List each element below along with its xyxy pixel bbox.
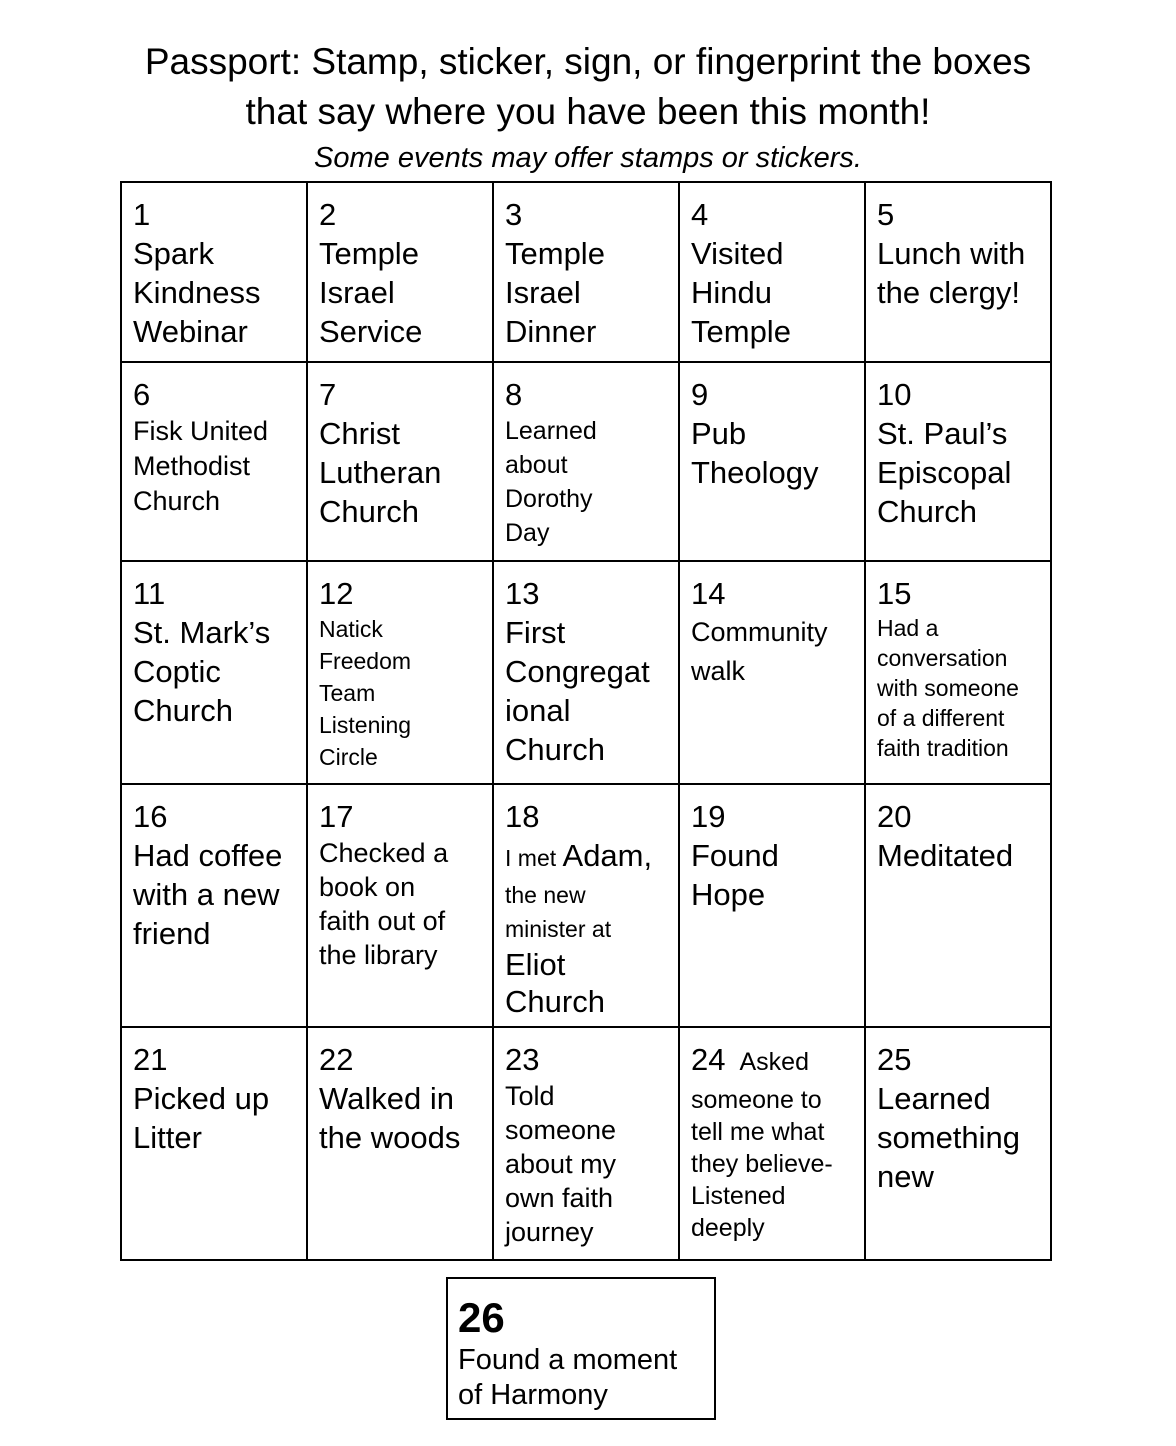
passport-box-17[interactable]	[307, 784, 493, 1027]
box-label: St. Mark’s Coptic Church	[133, 615, 271, 728]
box-label: Checked a book on faith out of the library	[319, 838, 449, 970]
passport-box-8[interactable]	[493, 362, 679, 561]
box-label	[505, 836, 668, 1020]
box-number: 24	[691, 1042, 726, 1077]
passport-box-1[interactable]	[121, 182, 307, 362]
box-label: Christ Lutheran Church	[319, 416, 442, 529]
box-label: Pub Theology	[691, 416, 819, 490]
box-label: Walked in the woods	[319, 1081, 461, 1155]
passport-box-6[interactable]	[121, 362, 307, 561]
page-subtitle: Some events may offer stamps or stickers.	[314, 142, 862, 174]
box-number: 3	[505, 197, 523, 232]
passport-box-3[interactable]	[493, 182, 679, 362]
box-label: St. Paul’s Episcopal Church	[877, 416, 1012, 529]
box-label-prefix: I met	[505, 845, 563, 871]
passport-box-13[interactable]	[493, 561, 679, 784]
passport-box-11[interactable]	[121, 561, 307, 784]
box-label: Found a moment of Harmony	[458, 1344, 678, 1411]
grid-row	[121, 1027, 1051, 1260]
box-number: 12	[319, 576, 354, 611]
grid-row	[121, 784, 1051, 1027]
box-number: 8	[505, 377, 523, 412]
box-label-middle: the new minister at	[505, 882, 612, 942]
box-label: Found Hope	[691, 838, 779, 912]
passport-box-19[interactable]	[679, 784, 865, 1027]
box-number: 6	[133, 377, 151, 412]
box-number: 20	[877, 799, 912, 834]
box-label: Community walk	[691, 617, 828, 686]
passport-box-25[interactable]	[865, 1027, 1051, 1260]
box-number: 5	[877, 197, 895, 232]
box-label: Temple Israel Service	[319, 236, 423, 349]
box-number: 1	[133, 197, 151, 232]
passport-box-12[interactable]	[307, 561, 493, 784]
box-number: 26	[458, 1294, 505, 1341]
box-label: First Congregat ional Church	[505, 615, 650, 767]
box-number: 10	[877, 377, 912, 412]
box-number: 2	[319, 197, 337, 232]
passport-box-20[interactable]	[865, 784, 1051, 1027]
page-title-line-1: Passport: Stamp, sticker, sign, or fingerprint the boxes	[144, 41, 1032, 82]
box-label: Learned something new	[877, 1081, 1021, 1194]
page-title-line-2: that say where you have been this month!	[245, 91, 931, 132]
passport-box-10[interactable]	[865, 362, 1051, 561]
box-label: Picked up Litter	[133, 1081, 270, 1155]
box-number: 15	[877, 576, 912, 611]
box-number: 17	[319, 799, 354, 834]
box-label: Visited Hindu Temple	[691, 236, 791, 349]
passport-box-24[interactable]	[679, 1027, 865, 1260]
box-number: 19	[691, 799, 726, 834]
box-number: 7	[319, 377, 337, 412]
passport-box-21[interactable]	[121, 1027, 307, 1260]
box-number: 23	[505, 1042, 540, 1077]
grid-row	[121, 182, 1051, 362]
passport-box-15[interactable]	[865, 561, 1051, 784]
box-label: Had a conversation with someone of a different faith tradition	[877, 615, 1019, 761]
box-label: Meditated	[877, 838, 1014, 873]
passport-box-23[interactable]	[493, 1027, 679, 1260]
box-number: 25	[877, 1042, 912, 1077]
box-label: Had coffee with a new friend	[133, 838, 283, 951]
passport-box-22[interactable]	[307, 1027, 493, 1260]
box-number: 21	[133, 1042, 168, 1077]
box-label: Told someone about my own faith journey	[505, 1081, 617, 1247]
box-label: someone to tell me what they believe- Listened deeply	[691, 1086, 833, 1242]
box-number: 11	[133, 576, 166, 611]
box-number: 9	[691, 377, 709, 412]
box-number: 16	[133, 799, 168, 834]
box-label: Spark Kindness Webinar	[133, 236, 261, 349]
passport-box-18[interactable]	[493, 784, 679, 1027]
box-number: 18	[505, 799, 540, 834]
box-label-suffix: Eliot Church	[505, 947, 605, 1019]
grid-row	[121, 362, 1051, 561]
passport-box-16[interactable]	[121, 784, 307, 1027]
box-number-row	[691, 1040, 854, 1090]
passport-box-4[interactable]	[679, 182, 865, 362]
passport-box-5[interactable]	[865, 182, 1051, 362]
box-label: Temple Israel Dinner	[505, 236, 605, 349]
box-number: 4	[691, 197, 709, 232]
box-number: 13	[505, 576, 540, 611]
grid-row	[121, 561, 1051, 784]
box-label-first-word: Asked	[739, 1048, 809, 1076]
box-label: Fisk United Methodist Church	[133, 416, 269, 516]
box-label: Lunch with the clergy!	[877, 236, 1026, 310]
box-label: Learned about Dorothy Day	[505, 417, 597, 547]
box-number: 14	[691, 576, 726, 611]
passport-box-14[interactable]	[679, 561, 865, 784]
passport-box-7[interactable]	[307, 362, 493, 561]
box-number: 22	[319, 1042, 354, 1077]
passport-box-26-bonus[interactable]	[446, 1277, 716, 1420]
box-label-name: Adam,	[562, 838, 653, 873]
passport-box-2[interactable]	[307, 182, 493, 362]
passport-box-9[interactable]	[679, 362, 865, 561]
passport-grid	[120, 181, 1052, 1261]
box-label: Natick Freedom Team Listening Circle	[319, 616, 412, 770]
